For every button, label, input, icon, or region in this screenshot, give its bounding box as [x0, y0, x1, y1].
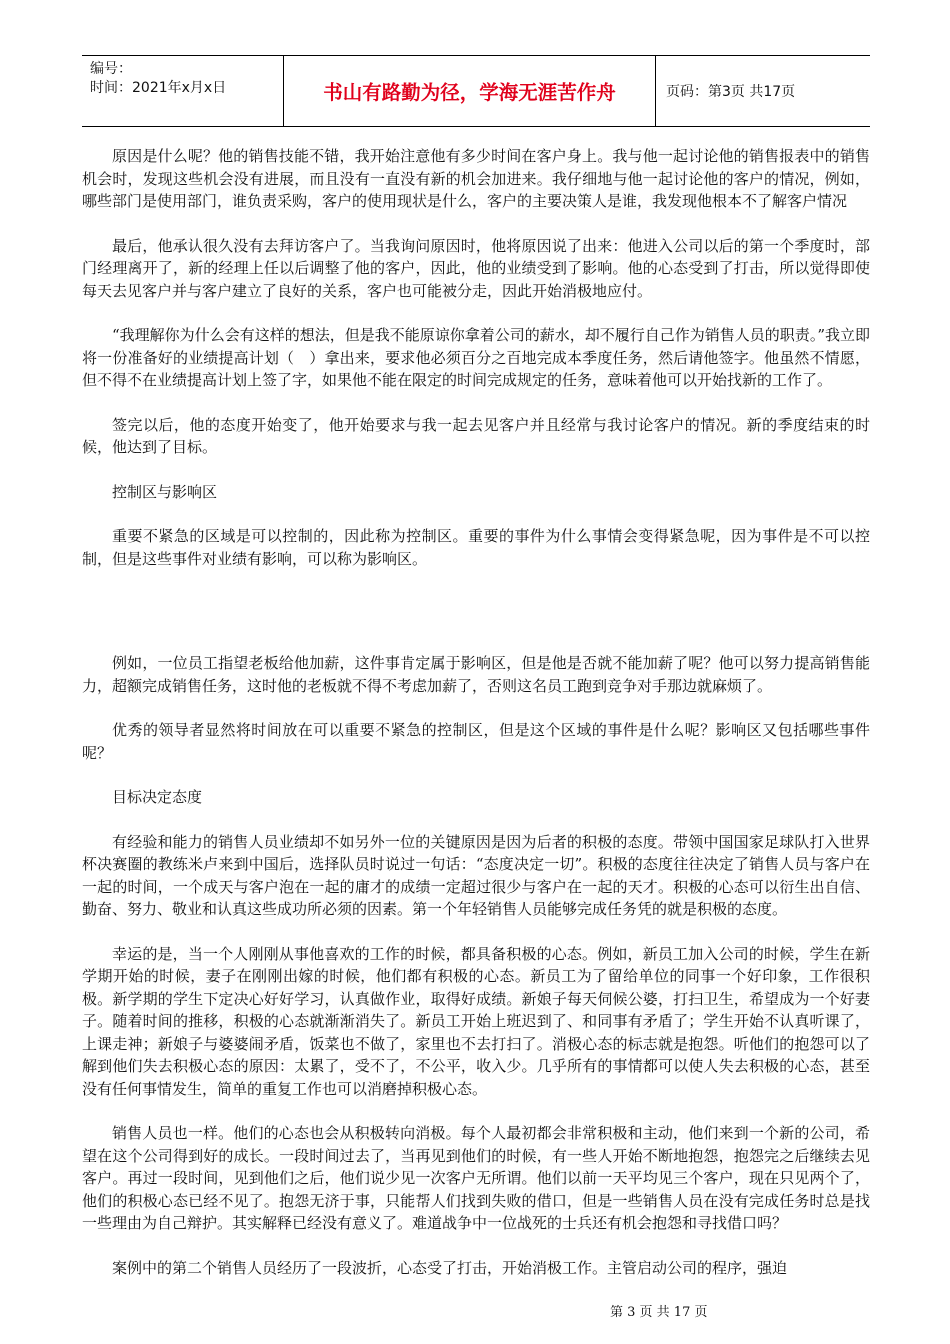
- paragraph: 原因是什么呢？他的销售技能不错，我开始注意他有多少时间在客户身上。我与他一起讨论他的销售报表中的销售机会时，发现这些机会没有进展，而且没有一直没有新的机会加进来。我仔细地与他一起讨论他的客户的情况，例如，哪些部门是使用部门，谁负责采购，客户的使用现状是什么，客户的主要决策人是谁，我发现他根本不了解客户情况: [82, 147, 870, 210]
- paragraph: 幸运的是，当一个人刚刚从事他喜欢的工作的时候，都具备积极的心态。例如，新员工加入公司的时候，学生在新学期开始的时候，妻子在刚刚出嫁的时候，他们都有积极的心态。新员工为了留给单位的同事一个好印象，工作很积极。新学期的学生下定决心好好学习，认真做作业，取得好成绩。新娘子每天伺候公婆，打扫卫生，希望成为一个好妻子。随着时间的推移，积极的心态就渐渐消失了。新员工开始上班迟到了、和同事有矛盾了；学生开始不认真听课了，上课走神；新娘子与婆婆闹矛盾，饭菜也不做了，家里也不去打扫了。消极心态的标志就是抱怨。听他们的抱怨可以了解到他们失去积极心态的原因：太累了，受不了，不公平，收入少。几乎所有的事情都可以使人失去积极的心态，甚至没有任何事情发生，简单的重复工作也可以消磨掉积极心态。: [82, 944, 870, 1098]
- paragraph: 有经验和能力的销售人员业绩却不如另外一位的关键原因是因为后者的积极的态度。带领中国国家足球队打入世界杯决赛圈的教练米卢来到中国后，选择队员时说过一句话：“态度决定一切”。积极的态度往往决定了销售人员与客户在一起的时间，一个成天与客户泡在一起的庸才的成绩一定超过很少与客户在一起的天才。积极的心态可以衍生出自信、勤奋、努力、敬业和认真这些成功所必须的因素。第一个年轻销售人员能够完成任务凭的就是积极的态度。: [82, 832, 870, 918]
- paragraph: 重要不紧急的区域是可以控制的，因此称为控制区。重要的事件为什么事情会变得紧急呢，因为事件是不可以控制，但是这些事件对业绩有影响，可以称为影响区。: [82, 527, 870, 568]
- header-page-info: 页码：第3页 共17页: [666, 84, 796, 100]
- section-heading: 目标决定态度: [112, 788, 203, 806]
- paragraph: 销售人员也一样。他们的心态也会从积极转向消极。每个人最初都会非常积极和主动，他们来到一个新的公司，希望在这个公司得到好的成长。一段时间过去了，当再见到他们的时候，有一些人开始不断地抱怨，抱怨完之后继续去见客户。再过一段时间，见到他们之后，他们说少见一次客户无所谓。他们以前一天平均见三个客户，现在只见两个了，他们的积极心态已经不见了。抱怨无济于事，只能帮人们找到失败的借口，但是一些销售人员在没有完成任务时总是找一些理由为自己辩护。其实解释已经没有意义了。难道战争中一位战死的士兵还有机会抱怨和寻找借口吗？: [82, 1124, 870, 1232]
- page-header: [82, 55, 870, 127]
- section-heading: 控制区与影响区: [112, 482, 218, 501]
- header-motto: 书山有路勤为径，学海无涯苦作舟: [284, 56, 656, 126]
- document-time-label: 时间：2021年x月x日: [90, 80, 227, 96]
- page-footer: 第 3 页 共 17 页: [610, 1305, 708, 1320]
- paragraph: “我理解你为什么会有这样的想法，但是我不能原谅你拿着公司的薪水，却不履行自己作为销售人员的职责。”我立即将一份准备好的业绩提高计划（ ）拿出来，要求他必须百分之百地完成本季度任务，然后请他签字。他虽然不情愿，但不得不在业绩提高计划上签了字，如果他不能在限定的时间完成规定的任务，意味着他可以开始找新的工作了。: [82, 326, 870, 389]
- header-meta: [82, 56, 284, 126]
- paragraph: 签完以后，他的态度开始变了，他开始要求与我一起去见客户并且经常与我讨论客户的情况。新的季度结束的时候，他达到了目标。: [82, 415, 870, 456]
- paragraph: 优秀的领导者显然将时间放在可以重要不紧急的控制区，但是这个区域的事件是什么呢？影响区又包括哪些事件呢？: [82, 721, 870, 762]
- blank-gap: [82, 592, 870, 652]
- paragraph: 案例中的第二个销售人员经历了一段波折，心态受了打击，开始消极工作。主管启动公司的程序，强迫: [112, 1258, 788, 1277]
- paragraph: 例如，一位员工指望老板给他加薪，这件事肯定属于影响区，但是他是否就不能加薪了呢？他可以努力提高销售能力，超额完成销售任务，这时他的老板就不得不考虑加薪了，否则这名员工跑到竞争对手那边就麻烦了。: [82, 654, 870, 695]
- document-number-label: 编号：: [90, 61, 132, 77]
- document-body: [82, 145, 870, 1301]
- paragraph: 最后，他承认很久没有去拜访客户了。当我询问原因时，他将原因说了出来：他进入公司以后的第一个季度时，部门经理离开了，新的经理上任以后调整了他的客户，因此，他的业绩受到了影响。他的心态受到了打击，所以觉得即使每天去见客户并与客户建立了良好的关系，客户也可能被分走，因此开始消极地应付。: [82, 236, 870, 300]
